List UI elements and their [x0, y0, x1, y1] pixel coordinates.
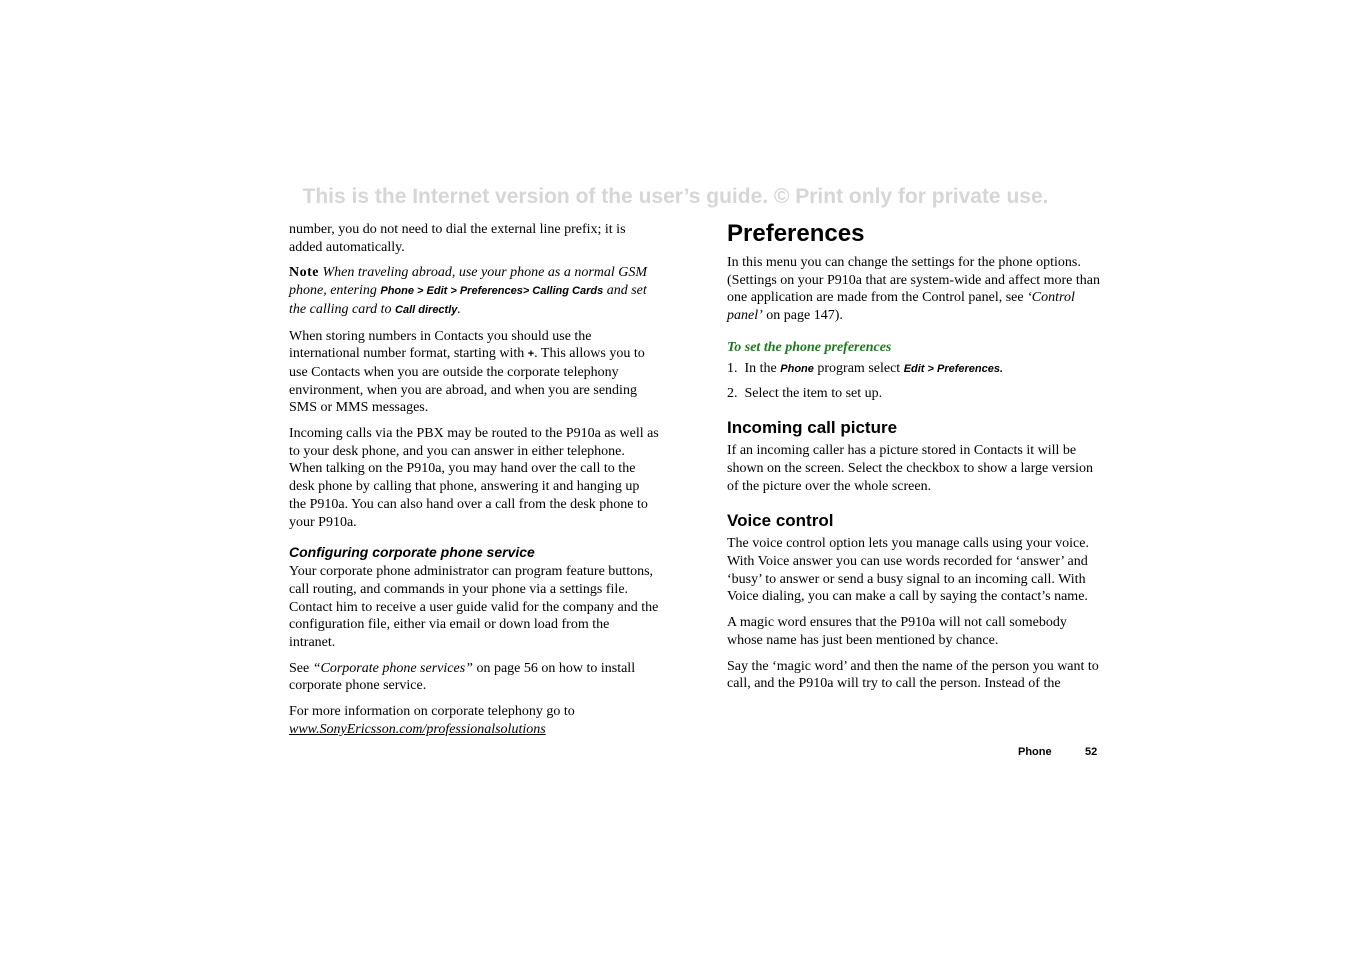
cross-reference-control-panel[interactable]: ‘Control panel’ [727, 290, 1075, 324]
plus-symbol: + [527, 348, 535, 361]
step-1: 1. In the Phone program select Edit > Preferences. [727, 360, 1004, 376]
note-paragraph: Note When traveling abroad, use your phone as a normal GSM phone, entering Phone > Edit > Preferences> Calling Cards and set the calling card to Call directly. [289, 265, 648, 317]
page-title: Preferences [727, 220, 865, 247]
procedure-heading: To set the phone preferences [727, 339, 892, 355]
professional-solutions-link[interactable]: www.SonyEricsson.com/professionalsolutions [289, 721, 546, 737]
paragraph-incoming-call-picture: If an incoming caller has a picture stored in Contacts it will be shown on the screen. Select the checkbox to show a large version of the picture over the whole screen. [727, 443, 1093, 494]
paragraph-international-format: When storing numbers in Contacts you should use the international number format, starting with +. This allows you to use Contacts when you are outside the corporate telephony environment, when you are abroad, and when you are sending SMS or MMS messages. [289, 328, 645, 416]
watermark-text: This is the Internet version of the user’s guide. © Print only for private use. [302, 185, 1049, 208]
paragraph-voice-control-2: A magic word ensures that the P910a will not call somebody whose name has just been mentioned by chance. [727, 615, 1067, 648]
paragraph-preferences-intro: In this menu you can change the settings for the phone options. (Settings on your P910a that are system-wide and affect more than one application are made from the Control panel, see ‘Control panel’ on page 147). [727, 255, 1100, 324]
paragraph-see-reference: See “Corporate phone services” on page 56 on how to install corporate phone service. [289, 660, 636, 694]
right-column [727, 221, 1101, 701]
subheading-corporate-phone-service: Configuring corporate phone service [289, 544, 535, 561]
step-2: 2. Select the item to set up. [727, 385, 883, 401]
cross-reference-corporate-services[interactable]: “Corporate phone services” [312, 660, 473, 676]
paragraph-voice-control-3: Say the ‘magic word’ and then the name of the person you want to call, and the P910a will try to call the person. Instead of the [727, 658, 1099, 692]
menu-path-calling-cards: Phone > Edit > Preferences> Calling Cards [380, 285, 604, 298]
menu-path-edit-preferences: Edit > Preferences. [903, 362, 1004, 375]
heading-incoming-call-picture: Incoming call picture [727, 418, 898, 438]
footer-page-number: 52 [1085, 746, 1098, 758]
paragraph-voice-control-1: The voice control option lets you manage calls using your voice. With Voice answer you can use words recorded for ‘answer’ and ‘busy’ to answer or send a busy signal to an incoming call. With Voice dialing, you can make a call by saying the contact’s name. [727, 536, 1089, 605]
paragraph-pbx-calls: Incoming calls via the PBX may be routed to the P910a as well as to your desk phone, and you can answer in either telephone. When talking on the P910a, you may hand over the call to the desk phone by calling that phone, answering it and hanging up the P910a. You can also hand over a call from the desk phone to your P910a. [289, 426, 659, 530]
heading-voice-control: Voice control [727, 511, 834, 531]
note-label: Note [289, 265, 319, 281]
paragraph-settings-file: Your corporate phone administrator can program feature buttons, call routing, and commands in your phone via a settings file. Contact him to receive a user guide valid for the company and the configuration file, either via email or down load from the intranet. [289, 564, 659, 651]
footer-section-name: Phone [1018, 746, 1052, 758]
menu-phone: Phone [780, 362, 814, 375]
menu-option-call-directly: Call directly [395, 303, 458, 316]
paragraph-more-info: For more information on corporate telephony go to www.SonyEricsson.com/professionalsolutions [289, 704, 575, 737]
left-column [289, 221, 659, 747]
paragraph-dial-prefix: number, you do not need to dial the external line prefix; it is added automatically. [289, 222, 626, 255]
